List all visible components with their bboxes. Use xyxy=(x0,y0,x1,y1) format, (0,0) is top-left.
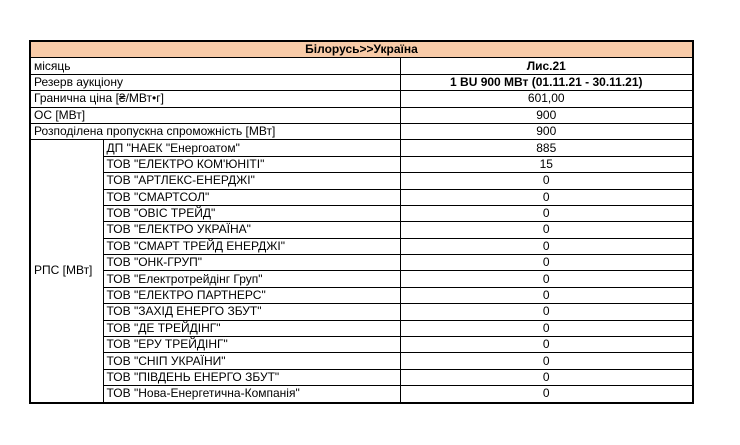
table-row xyxy=(30,58,693,74)
company-name: ТОВ "ПІВДЕНЬ ЕНЕРГО ЗБУТ" xyxy=(103,369,400,385)
company-name: ДП "НАЕК "Енергоатом" xyxy=(103,140,400,156)
table-row xyxy=(30,91,693,107)
company-name: ТОВ "ОНК-ГРУП" xyxy=(103,255,400,271)
company-value: 0 xyxy=(400,337,693,353)
table-row xyxy=(30,337,693,353)
row-value-capacity: 900 xyxy=(400,123,693,139)
company-value: 0 xyxy=(400,255,693,271)
table-row xyxy=(30,205,693,221)
table-row xyxy=(30,369,693,385)
company-value: 0 xyxy=(400,369,693,385)
company-value: 15 xyxy=(400,156,693,172)
company-value: 885 xyxy=(400,140,693,156)
table-row xyxy=(30,123,693,139)
company-value: 0 xyxy=(400,287,693,303)
row-value-price: 601,00 xyxy=(400,91,693,107)
table-row xyxy=(30,386,693,403)
table-row xyxy=(30,222,693,238)
company-value: 0 xyxy=(400,353,693,369)
table-row xyxy=(30,304,693,320)
company-name: ТОВ "СНІП УКРАЇНИ" xyxy=(103,353,400,369)
row-label-price: Гранична ціна [₴/МВт•г] xyxy=(30,91,400,107)
company-name: ТОВ "СМАРТСОЛ" xyxy=(103,189,400,205)
auction-results-table xyxy=(29,40,694,404)
company-value: 0 xyxy=(400,304,693,320)
company-value: 0 xyxy=(400,386,693,403)
company-value: 0 xyxy=(400,320,693,336)
company-name: ТОВ "ДЕ ТРЕЙДІНГ" xyxy=(103,320,400,336)
company-name: ТОВ "Нова-Енергетична-Компанія" xyxy=(103,386,400,403)
row-value-month: Лис.21 xyxy=(400,58,693,74)
company-value: 0 xyxy=(400,271,693,287)
table-row xyxy=(30,255,693,271)
company-value: 0 xyxy=(400,238,693,254)
table-row xyxy=(30,189,693,205)
table-header-row xyxy=(30,41,693,58)
table-row xyxy=(30,271,693,287)
table-row xyxy=(30,107,693,123)
company-name: ТОВ "ЕЛЕКТРО КОМ'ЮНІТІ" xyxy=(103,156,400,172)
row-label-auction: Резерв аукціону xyxy=(30,74,400,90)
row-value-auction: 1 BU 900 МВт (01.11.21 - 30.11.21) xyxy=(400,74,693,90)
table-row xyxy=(30,173,693,189)
row-label-capacity: Розподілена пропускна спроможність [МВт] xyxy=(30,123,400,139)
table-row xyxy=(30,156,693,172)
table-row xyxy=(30,320,693,336)
company-name: ТОВ "ЕРУ ТРЕЙДІНГ" xyxy=(103,337,400,353)
table-row xyxy=(30,238,693,254)
table-row xyxy=(30,353,693,369)
company-value: 0 xyxy=(400,173,693,189)
row-label-os: ОС [МВт] xyxy=(30,107,400,123)
table-row xyxy=(30,140,693,156)
row-value-os: 900 xyxy=(400,107,693,123)
company-value: 0 xyxy=(400,222,693,238)
table-title: Білорусь>>Україна xyxy=(30,41,693,58)
company-value: 0 xyxy=(400,189,693,205)
company-name: ТОВ "ОВІС ТРЕЙД" xyxy=(103,205,400,221)
table-row xyxy=(30,287,693,303)
company-name: ТОВ "ЕЛЕКТРО ПАРТНЕРС" xyxy=(103,287,400,303)
company-name: ТОВ "ЗАХІД ЕНЕРГО ЗБУТ" xyxy=(103,304,400,320)
company-name: ТОВ "АРТЛЕКС-ЕНЕРДЖІ" xyxy=(103,173,400,189)
company-name: ТОВ "СМАРТ ТРЕЙД ЕНЕРДЖІ" xyxy=(103,238,400,254)
table-row xyxy=(30,74,693,90)
rps-label: РПС [МВт] xyxy=(30,140,103,403)
company-name: ТОВ "Електротрейдінг Груп" xyxy=(103,271,400,287)
company-value: 0 xyxy=(400,205,693,221)
company-name: ТОВ "ЕЛЕКТРО УКРАЇНА" xyxy=(103,222,400,238)
row-label-month: місяць xyxy=(30,58,400,74)
